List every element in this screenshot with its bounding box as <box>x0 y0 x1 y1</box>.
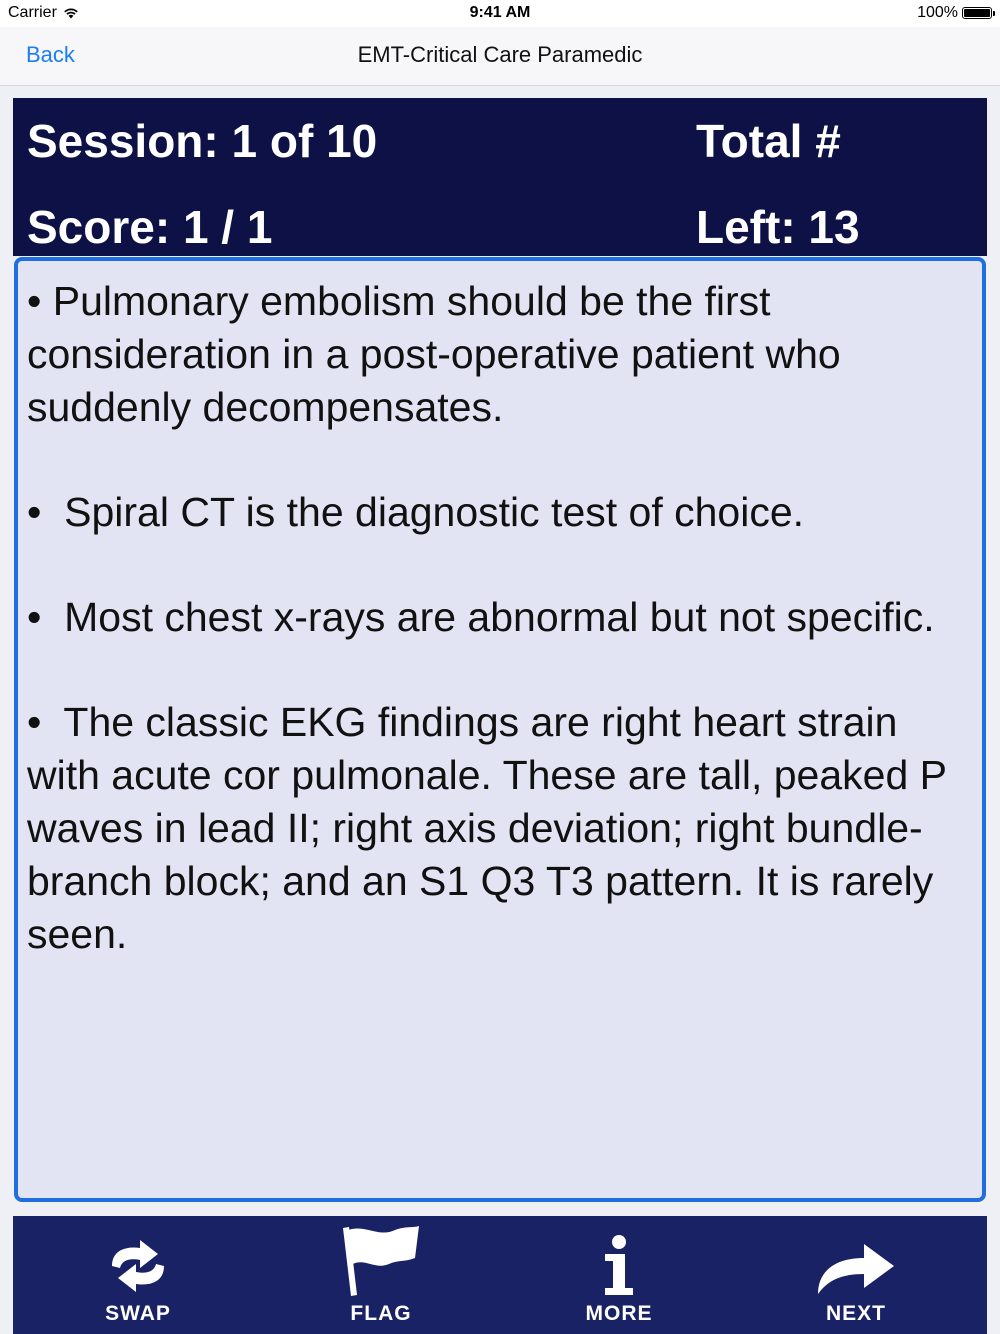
next-label: NEXT <box>825 1302 886 1325</box>
status-time: 9:41 AM <box>469 4 531 21</box>
swap-button[interactable] <box>58 1216 218 1334</box>
score-panel <box>13 98 987 256</box>
forward-arrow-icon <box>814 1240 898 1296</box>
battery-percent: 100% <box>917 4 958 21</box>
navigation-bar <box>0 27 1000 86</box>
answer-paragraph: • Most chest x-rays are abnormal but not specific. <box>27 594 935 640</box>
score-counter: Score: 1 / 1 <box>27 201 273 253</box>
next-button[interactable] <box>776 1216 936 1334</box>
battery-icon <box>962 7 992 19</box>
swap-label: SWAP <box>105 1302 171 1325</box>
battery-status <box>917 4 992 22</box>
flag-icon <box>339 1222 423 1296</box>
page-title: EMT-Critical Care Paramedic <box>357 42 643 67</box>
flag-button[interactable] <box>301 1216 461 1334</box>
total-label: Total # <box>696 115 841 167</box>
carrier-label: Carrier <box>8 4 57 21</box>
swap-arrows-icon <box>102 1236 174 1296</box>
back-button[interactable]: Back <box>26 42 75 67</box>
more-info-button[interactable] <box>539 1216 699 1334</box>
status-bar <box>0 0 1000 27</box>
bottom-toolbar <box>13 1216 987 1334</box>
info-icon <box>599 1234 639 1296</box>
more-label: MORE <box>585 1302 653 1325</box>
answer-paragraph: • The classic EKG findings are right heart strain with acute cor pulmonale. These are tall, peaked P waves in lead II; right axis deviation; right bundle-branch block; and an S1 Q3 T3 pattern. It is rarely seen. <box>27 699 958 957</box>
session-counter: Session: 1 of 10 <box>27 115 378 167</box>
flag-label: FLAG <box>350 1302 412 1325</box>
answer-paragraph: • Spiral CT is the diagnostic test of choice. <box>27 489 805 535</box>
remaining-counter: Left: 13 <box>696 201 860 253</box>
flashcard-content[interactable] <box>14 257 986 1202</box>
answer-paragraph: • Pulmonary embolism should be the first consideration in a post-operative patient who suddenly decompensates. <box>27 278 853 430</box>
